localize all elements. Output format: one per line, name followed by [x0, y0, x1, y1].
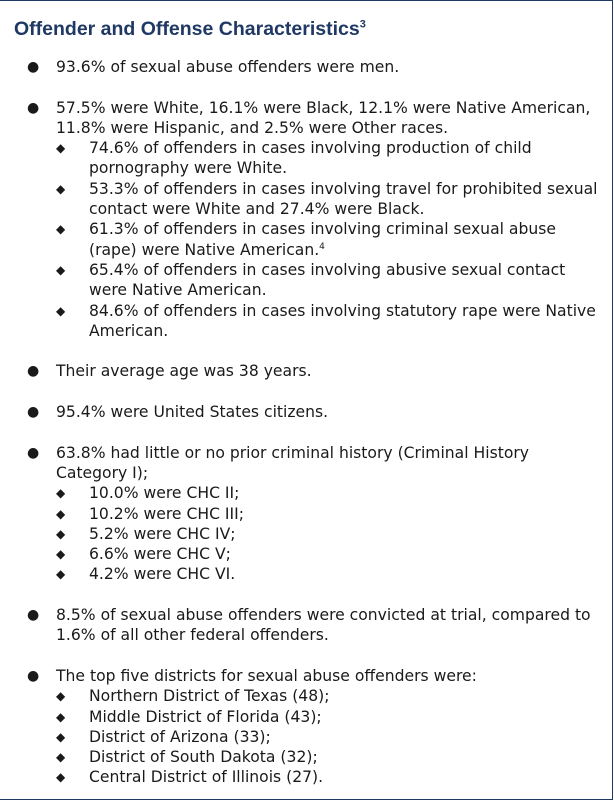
sub-list-item — [56, 747, 600, 767]
sub-list-item-text: 10.0% were CHC II; — [89, 484, 240, 503]
diamond-bullet-icon: ◆ — [56, 547, 66, 562]
list-item — [0, 605, 600, 646]
sub-list — [56, 138, 600, 341]
sub-list-item — [56, 260, 600, 301]
list-item-text: 95.4% were United States citizens. — [56, 403, 329, 422]
sub-list-item-text: Central District of Illinois (27). — [89, 768, 324, 787]
sub-list — [56, 483, 600, 584]
list-item — [0, 666, 600, 788]
sub-list-item-text: 61.3% of offenders in cases involving criminal sexual abuse (rape) were Native American. — [89, 220, 556, 259]
list-item-text: The top five districts for sexual abuse offenders were: — [56, 666, 477, 685]
sub-list-item — [56, 707, 600, 727]
sub-list-item-text: 4.2% were CHC VI. — [89, 565, 236, 584]
diamond-bullet-icon: ◆ — [56, 689, 66, 704]
sub-list-item-text: 6.6% were CHC V; — [89, 545, 231, 564]
sub-list-item — [56, 767, 600, 787]
diamond-bullet-icon: ◆ — [56, 729, 66, 744]
sub-list-item — [56, 219, 600, 260]
diamond-bullet-icon: ◆ — [56, 303, 66, 318]
sub-list-item-text: 65.4% of offenders in cases involving abusive sexual contact were Native American. — [89, 260, 566, 300]
list-item — [0, 443, 600, 585]
sub-list-item — [56, 179, 600, 220]
bullet-icon: ● — [27, 363, 40, 380]
footnote-ref: 4 — [319, 241, 325, 252]
list-item-text: 8.5% of sexual abuse offenders were convicted at trial, compared to 1.6% of all other federal offenders. — [56, 606, 591, 645]
sub-list — [56, 686, 600, 787]
list-item — [0, 361, 600, 381]
sub-list-item — [56, 727, 600, 747]
bullet-icon: ● — [27, 99, 40, 116]
bullet-icon: ● — [27, 667, 40, 684]
sub-list-item — [56, 564, 600, 584]
list-item — [0, 98, 600, 342]
diamond-bullet-icon: ◆ — [56, 181, 66, 196]
diamond-bullet-icon: ◆ — [56, 262, 66, 277]
diamond-bullet-icon: ◆ — [56, 141, 66, 156]
list-item — [0, 57, 600, 77]
list-item-text: 57.5% were White, 16.1% were Black, 12.1% were Native American, 11.8% were Hispanic, and 2.5% were Other races. — [56, 98, 591, 137]
sub-list-item-text: Northern District of Texas (48); — [89, 687, 330, 706]
sub-list-item-text: Middle District of Florida (43); — [89, 707, 322, 726]
list-item — [0, 402, 600, 422]
list-item-text: Their average age was 38 years. — [56, 362, 312, 381]
sub-list-item-text: District of Arizona (33); — [89, 727, 271, 746]
list-item-text: 93.6% of sexual abuse offenders were men. — [56, 58, 400, 76]
sub-list-item — [56, 686, 600, 706]
bullet-icon: ● — [27, 444, 40, 461]
bullet-icon: ● — [27, 59, 40, 75]
sub-list-item-text: District of South Dakota (32); — [89, 748, 318, 767]
diamond-bullet-icon: ◆ — [56, 506, 66, 521]
diamond-bullet-icon: ◆ — [56, 750, 66, 765]
bullet-icon: ● — [27, 607, 40, 624]
diamond-bullet-icon: ◆ — [56, 567, 66, 582]
diamond-bullet-icon: ◆ — [56, 526, 66, 541]
diamond-bullet-icon: ◆ — [56, 486, 66, 501]
diamond-bullet-icon: ◆ — [56, 709, 66, 724]
sub-list-item — [56, 524, 600, 544]
sub-list-item-text: 74.6% of offenders in cases involving production of child pornography were White. — [89, 139, 532, 178]
sub-list-item — [56, 301, 600, 342]
diamond-bullet-icon: ◆ — [56, 770, 66, 785]
section-heading-text: Offender and Offense Characteristics — [14, 18, 360, 40]
list-item-text: 63.8% had little or no prior criminal history (Criminal History Category I); — [56, 443, 530, 482]
diamond-bullet-icon: ◆ — [56, 222, 66, 237]
heading-footnote-ref: 3 — [359, 18, 366, 31]
sub-list-item — [56, 138, 600, 179]
sub-list-item-text: 53.3% of offenders in cases involving travel for prohibited sexual contact were White and 27.4% were Black. — [89, 179, 598, 219]
sub-list-item — [56, 504, 600, 524]
bullet-icon: ● — [27, 404, 40, 421]
sub-list-item-text: 10.2% were CHC III; — [89, 504, 244, 523]
section-heading — [14, 18, 366, 41]
sub-list-item-text: 5.2% were CHC IV; — [89, 524, 236, 543]
sub-list-item — [56, 483, 600, 503]
sub-list-item-text: 84.6% of offenders in cases involving statutory rape were Native American. — [89, 301, 596, 340]
sub-list-item — [56, 544, 600, 564]
characteristics-list — [0, 57, 600, 808]
